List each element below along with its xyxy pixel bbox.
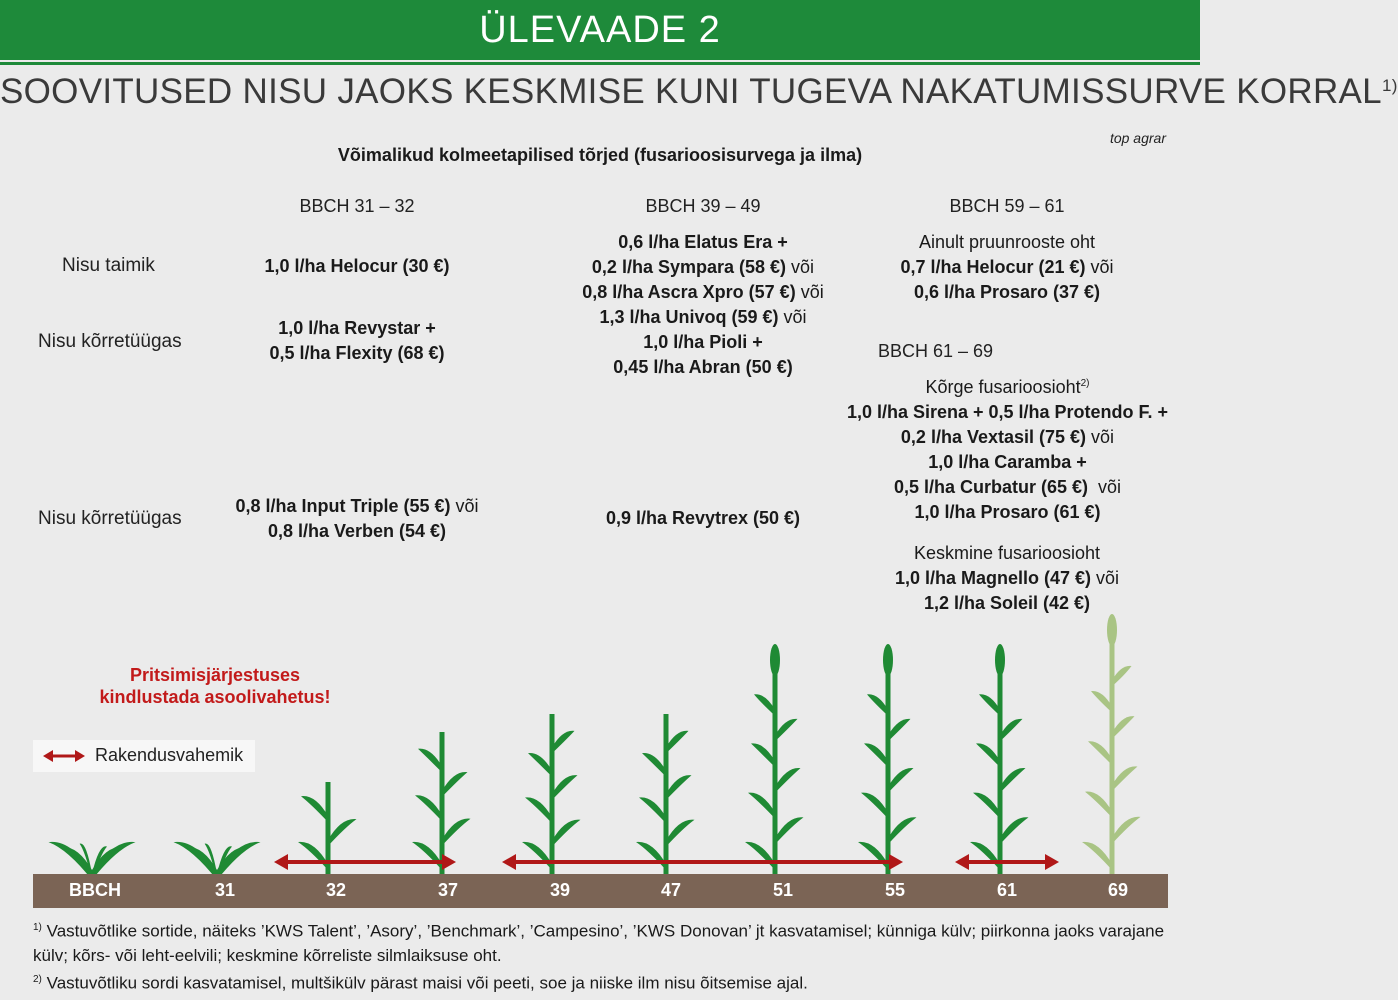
- bbch-tick-69: 69: [1107, 880, 1129, 900]
- application-ranges: [0, 848, 1200, 876]
- bbch-axis-label: BBCH: [69, 880, 121, 900]
- range-arrow-61-61: [955, 854, 1059, 870]
- bbch-tick-31: 31: [214, 880, 236, 900]
- treatment-s1-row3: 0,8 l/ha Input Triple (55 €) või 0,8 l/ha Verben (54 €): [235, 496, 479, 541]
- footnote-1: $^{1)}$ Vastuvõtlike sortide, näiteks ’KWS Talent’, ’Asory’, ’Benchmark’, ’Campesino’, ’KWS Donovan’ jt kasvatamisel; künniga külv; piirkonna jaoks varajane külv; kõrs- või leht-eelvili; keskmine kõrreliste silmlaiksuse oht.: [33, 921, 1165, 965]
- bbch-tick-37: 37: [437, 880, 459, 900]
- wheat-plant-8: [858, 644, 917, 874]
- banner-title: ÜLEVAADE 2: [0, 0, 1200, 60]
- row-label-taimik: Nisu taimik: [62, 255, 155, 276]
- stage-header-59-61: BBCH 59 – 61: [949, 196, 1065, 216]
- bbch-tick-47: 47: [660, 880, 682, 900]
- treatment-s1-row1: 1,0 l/ha Helocur (30 €): [264, 256, 450, 276]
- treatment-s3-block: Ainult pruunrooste oht 0,7 l/ha Helocur (21 €) või 0,6 l/ha Prosaro (37 €): [900, 232, 1114, 302]
- wheat-plant-7: [745, 644, 804, 874]
- title-footnote-mark: 1): [1381, 76, 1398, 95]
- stage-header-61-69: BBCH 61 – 69: [878, 341, 994, 361]
- page-title-text: SOOVITUSED NISU JAOKS KESKMISE KUNI TUGEVA NAKATUMISSURVE KORRAL: [0, 72, 1382, 111]
- legend-label: Rakendusvahemik: [95, 745, 244, 765]
- wheat-plant-10: [1082, 614, 1141, 874]
- source-credit: top agrar: [1109, 130, 1166, 146]
- page-title: [0, 72, 1398, 112]
- table-heading: Võimalikud kolmeetapilised tõrjed (fusarioosisurvega ja ilma): [337, 145, 863, 165]
- treatment-s1-row2: 1,0 l/ha Revystar + 0,5 l/ha Flexity (68 €): [269, 318, 445, 363]
- treatment-s2-row3: 0,9 l/ha Revytrex (50 €): [605, 508, 801, 528]
- stage-header-39-49: BBCH 39 – 49: [645, 196, 761, 216]
- treatment-s4-mid: Keskmine fusarioosioht 1,0 l/ha Magnello (47 €) või 1,2 l/ha Soleil (42 €): [894, 543, 1120, 613]
- bbch-tick-61: 61: [996, 880, 1018, 900]
- treatment-s2-block: 0,6 l/ha Elatus Era + 0,2 l/ha Sympara (58 €) või 0,8 l/ha Ascra Xpro (57 €) või 1,3 l/ha Univoq (59 €) või 1,0 l/ha Pioli + 0,45 l/ha Abran (50 €): [582, 232, 824, 377]
- bbch-tick-39: 39: [549, 880, 571, 900]
- bbch-tick-32: 32: [325, 880, 347, 900]
- bbch-tick-51: 51: [772, 880, 794, 900]
- range-arrow-39-55: [502, 854, 903, 870]
- stage-header-31-32: BBCH 31 – 32: [299, 196, 415, 216]
- plant-growth-illustration: [0, 620, 1200, 880]
- bbch-tick-55: 55: [884, 880, 906, 900]
- banner-divider: [0, 62, 1200, 65]
- row-label-korretuugas-1: Nisu kõrretüügas: [38, 331, 182, 352]
- wheat-plant-9: [970, 644, 1029, 874]
- azole-warning: Pritsimisjärjestuses kindlustada asoolivahetus!: [99, 665, 331, 707]
- footnote-2: $^{2)}$ Vastuvõtliku sordi kasvatamisel, multšikülv pärast maisi või peeti, soe ja niiske ilm nisu õitsemise ajal.: [33, 973, 808, 993]
- range-arrow-32-37: [274, 854, 456, 870]
- treatment-s4-high: Kõrge fusarioosioht$^{2)}$ 1,0 l/ha Sirena + 0,5 l/ha Protendo F. + 0,2 l/ha Vextasil (75 €) või 1,0 l/ha Caramba + 0,5 l/ha Curbatur (65 €) või 1,0 l/ha Prosaro (61 €): [846, 377, 1169, 522]
- row-label-korretuugas-2: Nisu kõrretüügas: [38, 508, 182, 529]
- footnotes: [33, 916, 1173, 995]
